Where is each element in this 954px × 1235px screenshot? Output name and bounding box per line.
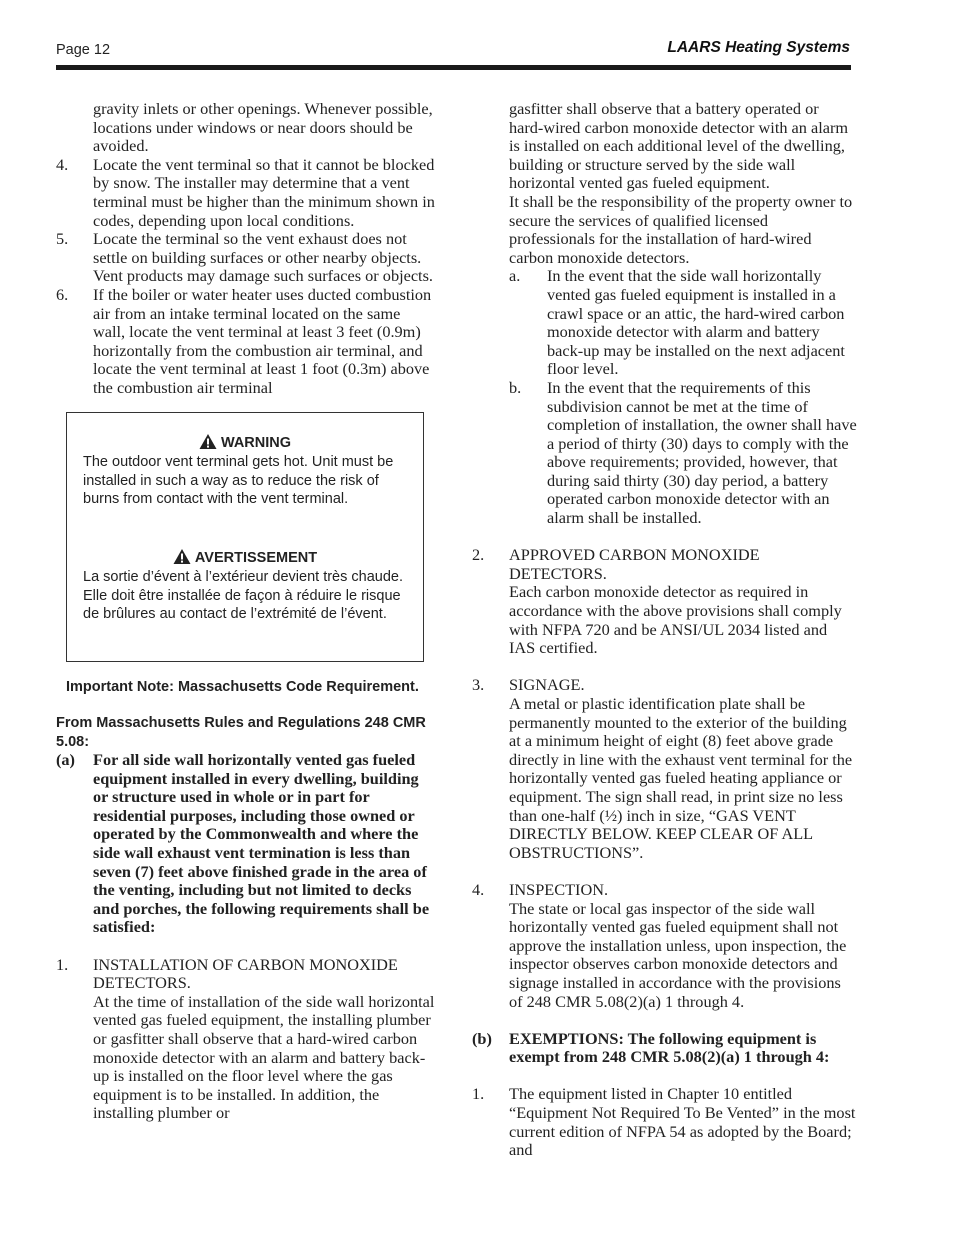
warning-text: The outdoor vent terminal gets hot. Unit must be installed in such a way as to reduce the risk of burns from contact with the vent terminal. bbox=[83, 454, 394, 507]
continued-paragraph: gasfitter shall observe that a battery operated or hard-wired carbon monoxide detector with an alarm is installed on each additional level of the dwelling, building or structure served by the side wall horizontal vented gas fueled equipment. bbox=[509, 99, 849, 193]
list-item: 1. The equipment listed in Chapter 10 entitled “Equipment Not Required To Be Vented” in the most current edition of NFPA 54 as adopted by the Board; and bbox=[472, 1084, 856, 1160]
section-a: (a) For all side wall horizontally vented gas fueled equipment installed in every dwelling, building or structure used in whole or in part for residential purposes, including those owned or operated by the Commonwealth and where the side wall exhaust vent termination is less than seven (7) feet above finished grade in the area of the venting, including but not limited to decks and porches, the following requirements shall be satisfied: bbox=[56, 750, 430, 937]
sub-item: a. In the event that the side wall horizontally vented gas fueled equipment is installed in a crawl space or an attic, the hard-wired carbon monoxide detector with alarm and battery back-up may be installed on the next adjacent floor level. bbox=[509, 266, 845, 379]
warning-icon bbox=[173, 548, 191, 565]
paragraph: It shall be the responsibility of the property owner to secure the services of qualified licensed professionals for the installation of hard-wired carbon monoxide detectors. bbox=[509, 191, 853, 267]
important-note: Important Note: Massachusetts Code Requirement. bbox=[66, 678, 419, 695]
rules-heading: From Massachusetts Rules and Regulations 248 CMR 5.08: bbox=[56, 715, 426, 750]
list-item: 6. If the boiler or water heater uses ducted combustion air from an intake terminal located on the same wall, locate the vent terminal at least 3 feet (0.9m) horizontally from the combustion air terminal, and locate the vent terminal at least 1 foot (0.3m) above the combustion air terminal bbox=[56, 284, 432, 397]
warning-icon bbox=[199, 433, 217, 450]
sub-item: b. In the event that the requirements of this subdivision cannot be met at the time of completion of installation, the owner shall have a period of thirty (30) days to comply with the above requirements; provided, however, that during said thirty (30) day period, a battery operated carbon monoxide detector with an alarm shall be installed. bbox=[509, 377, 857, 528]
warning-box bbox=[66, 412, 424, 662]
page-number: Page 12 bbox=[56, 42, 111, 58]
brand-title: LAARS Heating Systems bbox=[667, 39, 850, 56]
list-item: 2. APPROVED CARBON MONOXIDE DETECTORS. Each carbon monoxide detector as required in accordance with the above provisions shall comply with NFPA 720 and be ANSI/UL 2034 listed and IAS certified. bbox=[472, 545, 842, 658]
list-item: 1. INSTALLATION OF CARBON MONOXIDE DETECTORS. At the time of installation of the side wall horizontal vented gas fueled equipment, the installing plumber or gasfitter shall observe that a hard-wired carbon monoxide detector with an alarm and battery back-up is installed on the floor level where the gas equipment is to be installed. In addition, the installing plumber or bbox=[56, 954, 435, 1123]
list-item: 4. Locate the vent terminal so that it cannot be blocked by snow. The installer may determine that a vent terminal must be higher than the minimum shown in codes, depending upon local conditions. bbox=[56, 154, 435, 230]
avertissement-title: AVERTISSEMENT bbox=[83, 548, 407, 568]
continued-paragraph: gravity inlets or other openings. Whenever possible, locations under windows or near doors should be avoided. bbox=[93, 99, 433, 156]
list-item: 5. Locate the terminal so the vent exhaust does not settle on building surfaces or other nearby objects. Vent products may damage such surfaces or objects. bbox=[56, 229, 433, 286]
left-column bbox=[56, 100, 436, 1123]
avertissement-text: La sortie d’évent à l’extérieur devient très chaude. Elle doit être installée de façon à réduire le risque de brûlures au contact de l’extrémité de l’évent. bbox=[83, 569, 403, 622]
warning-title: WARNING bbox=[83, 433, 407, 453]
list-item: 3. SIGNAGE. A metal or plastic identification plate shall be permanently mounted to the exterior of the building at a minimum height of eight (8) feet above grade directly in line with the exhaust vent terminal for the horizontally vented gas fueled heating appliance or equipment. The sign shall read, in print size no less than one-half (½) inch in size, “GAS VENT DIRECTLY BELOW. KEEP CLEAR OF ALL OBSTRUCTIONS”. bbox=[472, 675, 853, 862]
section-b: (b) EXEMPTIONS: The following equipment is exempt from 248 CMR 5.08(2)(a) 1 through 4: bbox=[472, 1028, 830, 1067]
list-item: 4. INSPECTION. The state or local gas inspector of the side wall horizontally vented gas fueled equipment shall not approve the installation unless, upon inspection, the inspector observes carbon monoxide detectors and signage installed in accordance with the provisions of 248 CMR 5.08(2)(a) 1 through 4. bbox=[472, 879, 847, 1011]
right-column bbox=[472, 100, 857, 1160]
header-rule bbox=[56, 65, 851, 70]
